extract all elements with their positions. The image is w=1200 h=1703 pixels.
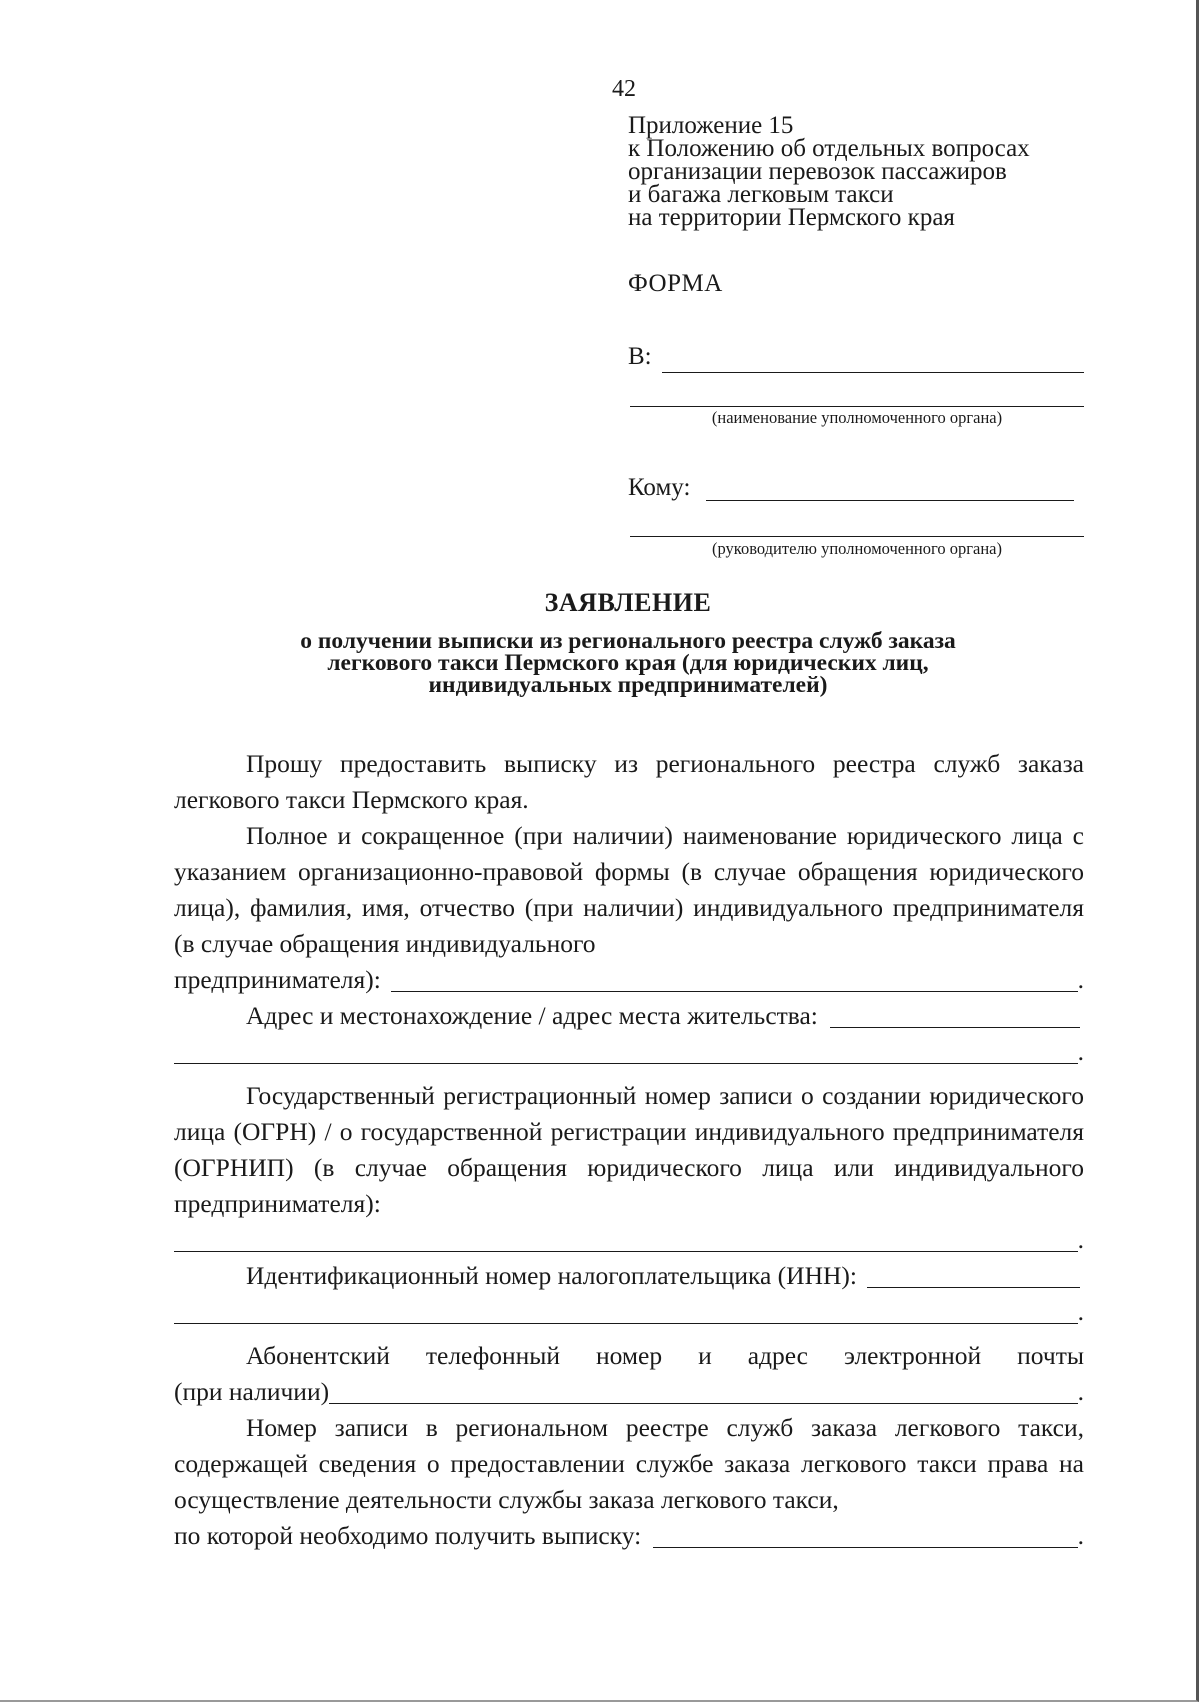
name-field-row — [174, 962, 1084, 998]
document-title: ЗАЯВЛЕНИЕ — [544, 588, 712, 617]
period: . — [1077, 1377, 1084, 1406]
ogrn-field-row — [174, 1222, 1084, 1258]
record-paragraph: Номер записи в региональном реестре служб заказа легкового такси, содержащей сведения о предоставлении службе заказа легкового такси права на осуществление деятельности службы заказа легкового такси, — [174, 1413, 1084, 1514]
application-body — [174, 746, 1084, 1554]
appendix-line: организации перевозок пассажиров — [628, 158, 1007, 185]
ogrn-paragraph: Государственный регистрационный номер записи о создании юридического лица (ОГРН) / о государственной регистрации индивидуального предпринимателя (ОГРНИП) (в случае обращения юридического лица или индивидуального предпринимателя): — [174, 1081, 1084, 1218]
subtitle-line: индивидуальных предпринимателей) — [428, 672, 828, 698]
address-field-row — [174, 998, 1084, 1034]
name-field-label: предпринимателя): — [174, 965, 381, 994]
request-paragraph: Прошу предоставить выписку из регионального реестра служб заказа легкового такси Пермского края. — [174, 749, 1084, 814]
to-field-caption: (наименование уполномоченного органа) — [711, 408, 1003, 427]
form-label: ФОРМА — [628, 270, 723, 297]
period: . — [1077, 1037, 1084, 1066]
name-paragraph: Полное и сокращенное (при наличии) наименование юридического лица с указанием организационно-правовой формы (в случае обращения юридического лица), фамилия, имя, отчество (при наличии) индивидуального предпринимателя (в случае обращения индивидуального — [174, 821, 1084, 958]
appendix-line: и багажа легковым такси — [628, 181, 894, 208]
appendix-line: к Положению об отдельных вопросах — [628, 135, 1030, 162]
name-field-line[interactable] — [391, 991, 1078, 992]
subtitle-line: легкового такси Пермского края (для юридических лиц, — [327, 650, 929, 676]
period: . — [1077, 1521, 1084, 1550]
inn-field-row — [174, 1258, 1084, 1294]
to-field-line-2[interactable] — [630, 406, 1084, 407]
inn-field-line-1[interactable] — [867, 1287, 1080, 1288]
address-field-line-2[interactable] — [174, 1063, 1078, 1064]
record-field-line[interactable] — [653, 1547, 1077, 1548]
record-field-row — [174, 1518, 1084, 1554]
period: . — [1077, 1297, 1084, 1326]
appendix-line: Приложение 15 — [628, 112, 794, 139]
whom-field-caption: (руководителю уполномоченного органа) — [712, 539, 1002, 558]
period: . — [1077, 1225, 1084, 1254]
contacts-paragraph: Абонентский телефонный номер и адрес электронной почты — [246, 1341, 1084, 1370]
contacts-field-label: (при наличии) — [174, 1377, 330, 1406]
address-field-line-1[interactable] — [830, 1027, 1080, 1028]
appendix-header — [628, 114, 1030, 229]
inn-field-label: Идентификационный номер налогоплательщика (ИНН): — [246, 1261, 857, 1290]
whom-field-line-1[interactable] — [706, 500, 1074, 501]
to-field-line-1[interactable] — [662, 372, 1084, 373]
inn-field-line-2[interactable] — [174, 1323, 1078, 1324]
subtitle-line: о получении выписки из регионального реестра служб заказа — [300, 628, 956, 654]
address-field-row-2 — [174, 1034, 1084, 1070]
page-number: 42 — [612, 76, 636, 102]
period: . — [1077, 965, 1084, 994]
document-subtitle — [230, 630, 1026, 696]
contacts-field-row — [174, 1374, 1084, 1410]
contacts-field-line[interactable] — [329, 1403, 1078, 1404]
address-field-label: Адрес и местонахождение / адрес места жительства: — [246, 1001, 818, 1030]
record-field-label: по которой необходимо получить выписку: — [174, 1521, 642, 1550]
whom-field-label: Кому: — [628, 474, 691, 501]
appendix-line: на территории Пермского края — [628, 204, 955, 231]
ogrn-field-line[interactable] — [174, 1251, 1078, 1252]
whom-field-line-2[interactable] — [630, 536, 1084, 537]
to-field-label: В: — [628, 343, 652, 370]
inn-field-row-2 — [174, 1294, 1084, 1330]
